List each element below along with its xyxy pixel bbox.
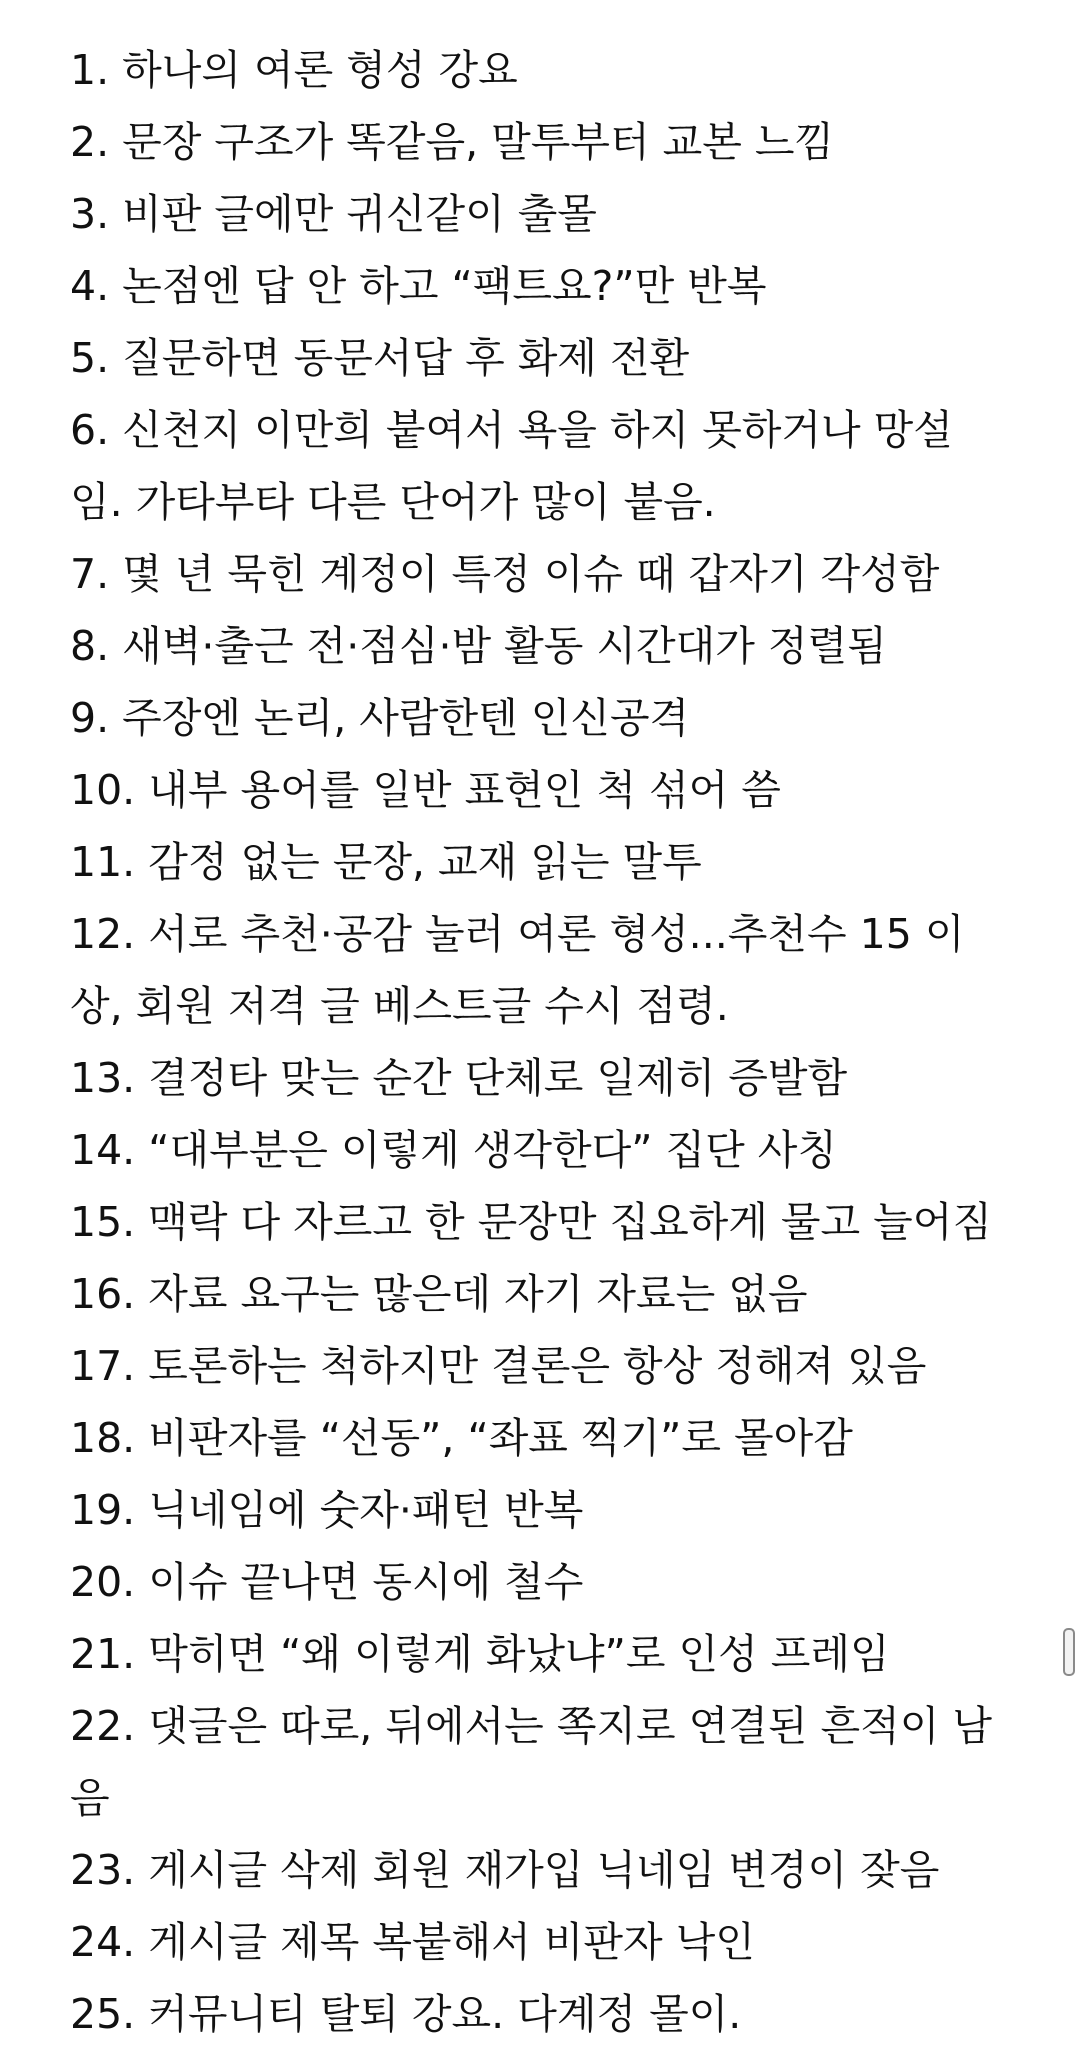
list-item: 25. 커뮤니티 탈퇴 강요. 다계정 몰이.	[70, 1990, 742, 2038]
list-item-continuation: 임. 가타부타 다른 단어가 많이 붙음.	[70, 478, 716, 526]
list-item: 10. 내부 용어를 일반 표현인 척 섞어 씀	[70, 766, 781, 814]
list-item: 14. “대부분은 이렇게 생각한다” 집단 사칭	[70, 1126, 837, 1174]
list-item: 15. 맥락 다 자르고 한 문장만 집요하게 물고 늘어짐	[70, 1198, 992, 1246]
list-item: 5. 질문하면 동문서답 후 화제 전환	[70, 334, 690, 382]
list-item: 12. 서로 추천·공감 눌러 여론 형성...추천수 15 이	[70, 910, 965, 958]
list-item: 13. 결정타 맞는 순간 단체로 일제히 증발함	[70, 1054, 848, 1102]
list-item: 19. 닉네임에 숫자·패턴 반복	[70, 1486, 584, 1534]
list-item: 21. 막히면 “왜 이렇게 화났냐”로 인성 프레임	[70, 1630, 890, 1678]
list-item: 9. 주장엔 논리, 사람한텐 인신공격	[70, 694, 690, 742]
list-item: 20. 이슈 끝나면 동시에 철수	[70, 1558, 584, 1606]
list-item: 23. 게시글 삭제 회원 재가입 닉네임 변경이 잦음	[70, 1846, 940, 1894]
scrollbar-thumb[interactable]	[1063, 1628, 1075, 1676]
list-item: 4. 논점엔 답 안 하고 “팩트요?”만 반복	[70, 262, 767, 310]
list-item: 1. 하나의 여론 형성 강요	[70, 46, 518, 94]
list-item: 3. 비판 글에만 귀신같이 출몰	[70, 190, 597, 238]
list-item-continuation: 음	[70, 1774, 110, 1822]
list-item: 7. 몇 년 묵힌 계정이 특정 이슈 때 갑자기 각성함	[70, 550, 940, 598]
list-item: 11. 감정 없는 문장, 교재 읽는 말투	[70, 838, 702, 886]
list-item: 16. 자료 요구는 많은데 자기 자료는 없음	[70, 1270, 808, 1318]
list-item: 17. 토론하는 척하지만 결론은 항상 정해져 있음	[70, 1342, 927, 1390]
list-item: 6. 신천지 이만희 붙여서 욕을 하지 못하거나 망설	[70, 406, 953, 454]
list-item: 2. 문장 구조가 똑같음, 말투부터 교본 느낌	[70, 118, 835, 166]
list-item: 24. 게시글 제목 복붙해서 비판자 낙인	[70, 1918, 755, 1966]
list-item: 22. 댓글은 따로, 뒤에서는 쪽지로 연결된 흔적이 남	[70, 1702, 992, 1750]
list-item-continuation: 상, 회원 저격 글 베스트글 수시 점령.	[70, 982, 729, 1030]
list-item: 18. 비판자를 “선동”, “좌표 찍기”로 몰아감	[70, 1414, 853, 1462]
document-body	[70, 34, 1030, 2050]
list-item: 8. 새벽·출근 전·점심·밤 활동 시간대가 정렬됨	[70, 622, 887, 670]
